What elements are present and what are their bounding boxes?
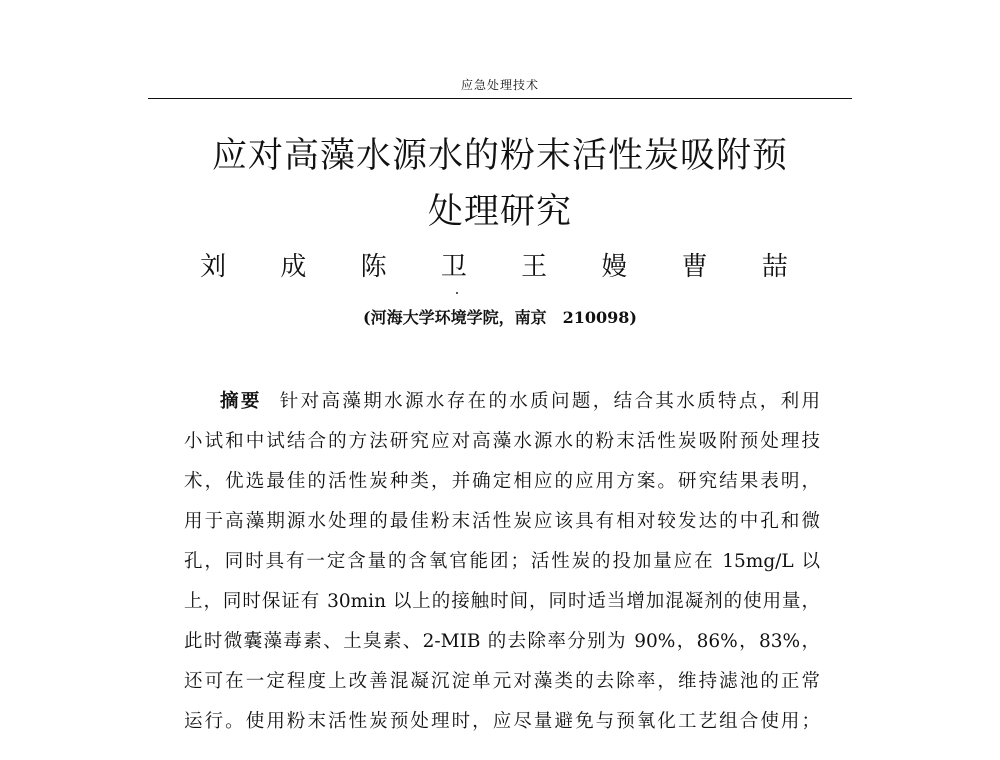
abstract-line: 运行。使用粉末活性炭预处理时，应尽量避免与预氧化工艺组合使用；	[184, 711, 820, 732]
abstract-line: 小试和中试结合的方法研究应对高藻水源水的粉末活性炭吸附预处理技	[184, 431, 820, 452]
title-line-2: 处理研究	[427, 192, 572, 232]
affiliation: (河海大学环境学院，南京 210098)	[363, 308, 637, 327]
abstract-label: 摘要	[220, 391, 262, 412]
header-rule	[148, 98, 852, 99]
abstract-line: 用于高藻期源水处理的最佳粉末活性炭应该具有相对较发达的中孔和微	[184, 511, 820, 532]
abstract-line: 还可在一定程度上改善混凝沉淀单元对藻类的去除率，维持滤池的正常	[184, 671, 820, 692]
running-head: 应急处理技术	[460, 78, 539, 92]
title-line-1: 应对高藻水源水的粉末活性炭吸附预	[211, 136, 788, 176]
abstract-line: 术，优选最佳的活性炭种类，并确定相应的应用方案。研究结果表明，	[184, 471, 820, 492]
abstract-line: 此时微囊藻毒素、土臭素、2-MIB 的去除率分别为 90%，86%，83%，	[184, 631, 820, 652]
authors: 刘 成 陈 卫 王 嫚 曹 喆	[200, 252, 800, 282]
stray-dot	[456, 292, 458, 294]
abstract-line-text: 针对高藻期水源水存在的水质问题，结合其水质特点，利用	[279, 391, 820, 412]
abstract-line: 孔，同时具有一定含量的含氧官能团；活性炭的投加量应在 15mg/L 以	[184, 551, 820, 572]
abstract	[184, 382, 820, 742]
abstract-line	[184, 382, 820, 422]
abstract-line: 上，同时保证有 30min 以上的接触时间，同时适当增加混凝剂的使用量，	[184, 591, 820, 612]
